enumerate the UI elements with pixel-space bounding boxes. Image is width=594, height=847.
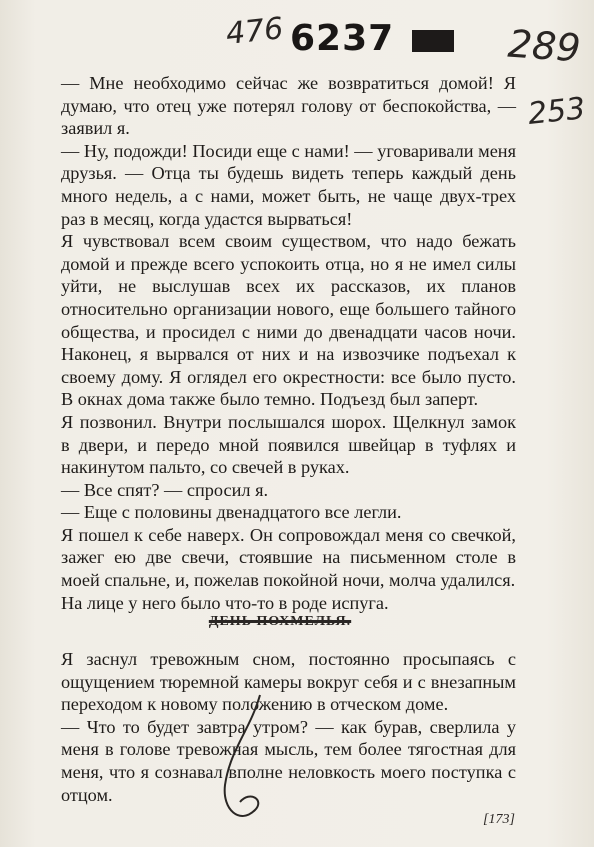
- paragraph: — Все спят? — спросил я.: [61, 479, 269, 500]
- paragraph: Я чувствовал всем своим существом, что надо бежать домой и прежде всего успокоить отца, но я не имел силы уйти, не выслушав всех их рассказов, их планов относительно организации нового, еще большего тайного общества, и просидел с ними до двенадцати часов ночи. Наконец, я вырвался от них и на извозчике подъехал к своему дому. Я оглядел его окрестности: все было пусто. В окнах дома также было темно. Подъезд был заперт.: [61, 231, 516, 410]
- inventory-stamp-number: 6237: [290, 18, 395, 59]
- section-heading: ДЕНЬ ПОХМЕЛЬЯ.: [208, 614, 352, 629]
- page-number: [173]: [483, 812, 515, 827]
- paragraph: Я пошел к себе наверх. Он сопровождал меня со свечкой, зажег ею две свечи, стоявшие на письменном столе в моей спальне, и, пожелав покойной ночи, молча удалился.: [61, 524, 516, 591]
- handwritten-annotation-right-top: 289: [506, 21, 582, 71]
- paragraph: — Что то будет завтра утром? — как бурав, сверлила у меня в голове тревожная мысль, тем более тягостная для меня, что я сознавал вполне неловкость моего поступка с отцом.: [61, 716, 516, 805]
- handwritten-annotation-right-bottom: 253: [526, 91, 587, 132]
- stamp-redaction-block: [412, 30, 454, 52]
- body-text: [61, 72, 516, 614]
- paragraph: На лице у него было что-то в роде испуга.: [61, 592, 389, 613]
- paragraph: — Еще с половины двенадцатого все легли.: [61, 502, 402, 523]
- paragraph: — Мне необходимо сейчас же возвратиться домой! Я думаю, что отец уже потерял голову от беспокойства, — заявил я.: [61, 73, 516, 139]
- body-text-continued: [61, 648, 516, 806]
- paragraph: Я позвонил. Внутри послышался шорох. Щелкнул замок в двери, и передо мной появился швейцар в туфлях и накинутом пальто, со свечей в руках.: [61, 411, 516, 478]
- paragraph: Я заснул тревожным сном, постоянно просыпаясь с ощущением тюремной камеры вокруг себя и с внезапным переходом к новому положению в отческом доме.: [61, 649, 516, 715]
- handwritten-annotation-left: 476: [224, 11, 285, 52]
- pen-scribble-icon: [210, 690, 280, 830]
- paragraph: — Ну, подожди! Посиди еще с нами! — уговаривали меня друзья. — Отца ты будешь видеть теперь каждый день много недель, а с нами, может быть, не чаще двух-трех раз в месяц, когда удастся вырваться!: [61, 140, 516, 229]
